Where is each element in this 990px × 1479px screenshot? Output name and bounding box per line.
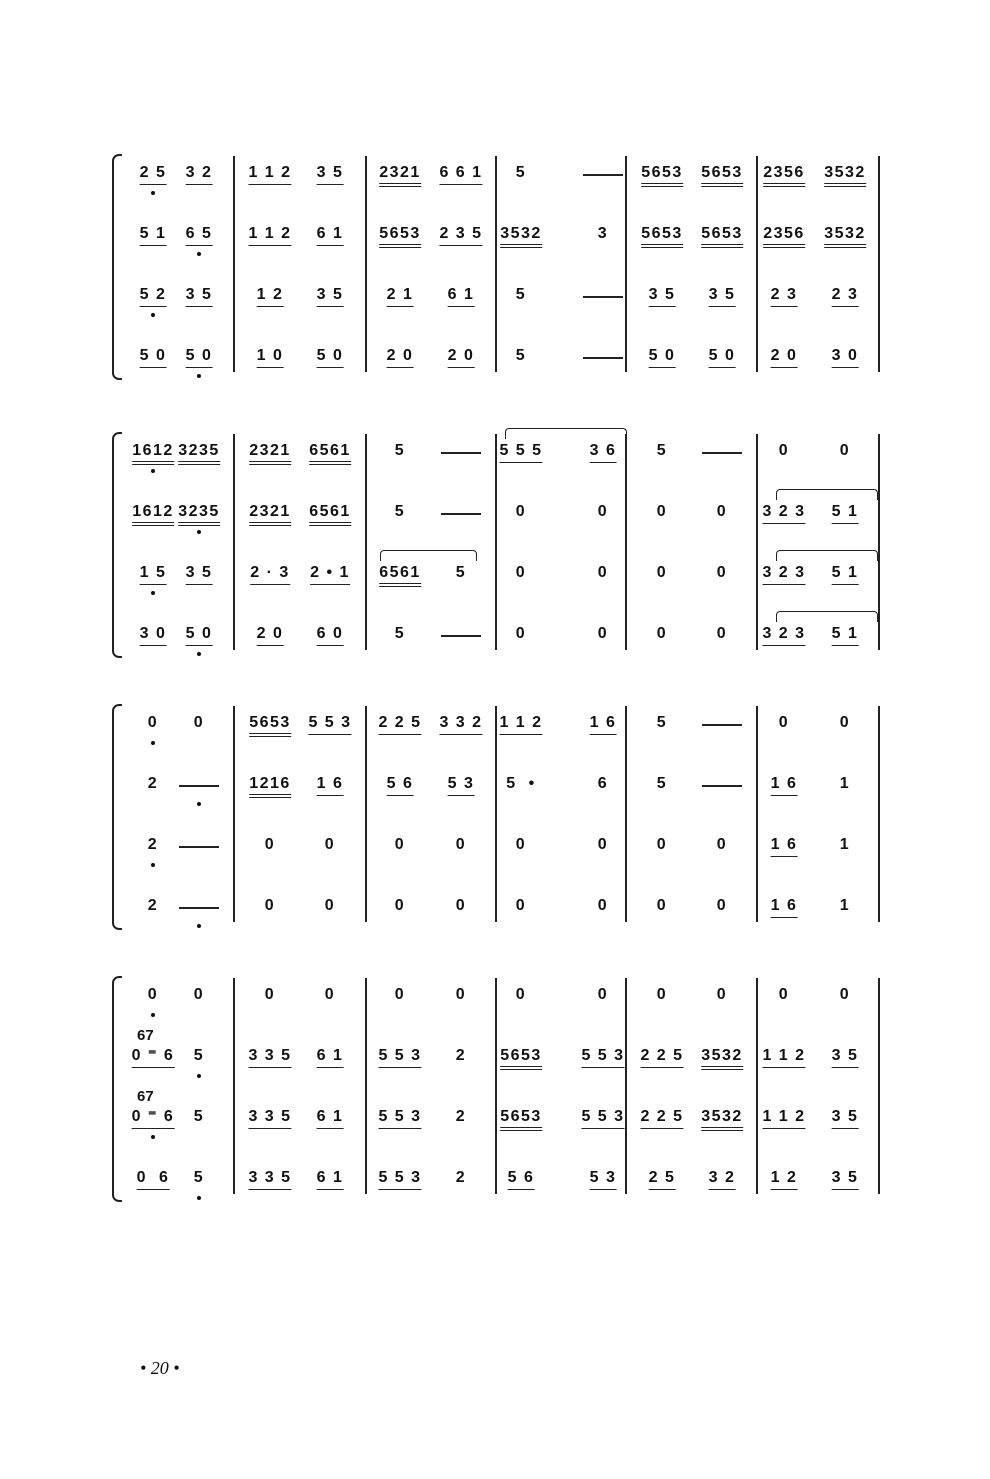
note-cell: 2: [455, 1108, 467, 1125]
note-cell: 0: [515, 503, 527, 520]
note-cell: 6 1: [317, 225, 344, 246]
note-cell: 1 6: [771, 836, 798, 857]
note-cell: 3 5: [649, 286, 676, 307]
system-bracket: [112, 432, 122, 658]
note-cell: 3 5: [832, 1169, 859, 1190]
score-system: [0, 700, 990, 930]
barline: [495, 156, 497, 372]
note-cell: 2321: [249, 503, 291, 526]
note-cell: 3 2 3: [762, 625, 805, 646]
note-cell: 5 5 3: [581, 1047, 624, 1068]
note-cell: 0: [656, 503, 668, 520]
barline: [233, 156, 235, 372]
slur: [776, 611, 878, 622]
score-system: [0, 428, 990, 658]
note-cell: 5: [656, 775, 668, 792]
note-cell: 0 ⁼ 6: [132, 1047, 175, 1068]
sustain-dash: [179, 907, 219, 909]
note-cell: 5 6: [508, 1169, 535, 1190]
note-cell: 0: [324, 986, 336, 1003]
slur: [776, 550, 878, 561]
note-cell: 2 2 5: [640, 1108, 683, 1129]
barline: [625, 156, 627, 372]
note-cell: 1 6: [590, 714, 617, 735]
note-cell: 1 0: [257, 347, 284, 368]
note-cell: 6 1: [317, 1047, 344, 1068]
page-number: • 20 •: [140, 1358, 180, 1378]
note-cell: 1: [839, 775, 851, 792]
sustain-dash: [583, 174, 623, 176]
note-cell: 6561: [309, 503, 351, 526]
note-cell: 1612: [132, 442, 174, 465]
note-cell: 3 5: [832, 1047, 859, 1068]
note-cell: 5: [656, 442, 668, 459]
note-cell: 0: [656, 986, 668, 1003]
note-cell: 5: [193, 1108, 205, 1125]
barline: [495, 706, 497, 922]
barline: [625, 706, 627, 922]
note-cell: 3 2: [709, 1169, 736, 1190]
note-cell: 1 5: [140, 564, 167, 585]
note-cell: 2321: [249, 442, 291, 465]
note-cell: 5: [515, 347, 527, 364]
octave-dot: [151, 469, 155, 473]
grace-note: 67: [137, 1088, 154, 1105]
note-cell: 3 3 2: [439, 714, 482, 735]
note-cell: 2 0: [257, 625, 284, 646]
barline: [365, 434, 367, 650]
note-cell: 0: [839, 714, 851, 731]
note-cell: 0: [515, 897, 527, 914]
note-cell: 5: [515, 164, 527, 181]
note-cell: 5: [394, 442, 406, 459]
note-cell: 0: [264, 986, 276, 1003]
score-system: [0, 972, 990, 1202]
note-cell: 2 3: [771, 286, 798, 307]
note-cell: 1 1 2: [762, 1047, 805, 1068]
note-cell: 0: [656, 836, 668, 853]
note-cell: 3: [597, 225, 609, 242]
note-cell: 0: [394, 986, 406, 1003]
score-system: [0, 150, 990, 380]
note-cell: 6561: [309, 442, 351, 465]
barline: [233, 978, 235, 1194]
note-cell: 5 1: [832, 625, 859, 646]
sustain-dash: [583, 357, 623, 359]
note-cell: 3532: [824, 225, 866, 248]
note-cell: 2 • 1: [310, 564, 350, 585]
note-cell: 3 5: [832, 1108, 859, 1129]
note-cell: 0: [455, 836, 467, 853]
note-cell: 2 5: [649, 1169, 676, 1190]
note-cell: 5 1: [832, 564, 859, 585]
note-cell: 2: [147, 897, 159, 914]
note-cell: 6 1: [317, 1108, 344, 1129]
note-cell: 0 6: [137, 1169, 170, 1190]
note-cell: 5 3: [448, 775, 475, 796]
note-cell: 5 0: [709, 347, 736, 368]
note-cell: 3 2: [186, 164, 213, 185]
barline: [495, 978, 497, 1194]
note-cell: 6561: [379, 564, 421, 587]
note-cell: 5 5 3: [378, 1108, 421, 1129]
note-cell: 5653: [249, 714, 291, 737]
barline: [878, 978, 880, 1194]
note-cell: 0: [147, 714, 159, 731]
note-cell: 1 2: [771, 1169, 798, 1190]
barline: [878, 156, 880, 372]
note-cell: 2 5: [140, 164, 167, 185]
note-cell: 5 5 3: [378, 1169, 421, 1190]
note-cell: 0: [455, 897, 467, 914]
note-cell: 0: [656, 564, 668, 581]
note-cell: 3 2 3: [762, 503, 805, 524]
note-cell: 1 6: [771, 775, 798, 796]
note-cell: 0: [716, 503, 728, 520]
note-cell: 5: [656, 714, 668, 731]
note-cell: 5: [455, 564, 467, 581]
octave-dot: [151, 313, 155, 317]
note-cell: 3 3 5: [248, 1108, 291, 1129]
note-cell: 0: [716, 986, 728, 1003]
slur: [505, 428, 627, 439]
note-cell: 6 0: [317, 625, 344, 646]
note-cell: 0: [656, 625, 668, 642]
sustain-dash: [441, 635, 481, 637]
note-cell: 3 6: [590, 442, 617, 463]
note-cell: 1 1 2: [762, 1108, 805, 1129]
note-cell: 5 5 3: [378, 1047, 421, 1068]
note-cell: 2 0: [387, 347, 414, 368]
note-cell: 2356: [763, 225, 805, 248]
note-cell: 5 5 3: [581, 1108, 624, 1129]
note-cell: 0: [515, 836, 527, 853]
note-cell: 3 5: [317, 286, 344, 307]
barline: [756, 706, 758, 922]
note-cell: 0: [839, 986, 851, 1003]
note-cell: 0: [778, 986, 790, 1003]
note-cell: 2: [147, 775, 159, 792]
system-bracket: [112, 976, 122, 1202]
note-cell: 6 5: [186, 225, 213, 246]
note-cell: 0: [515, 625, 527, 642]
octave-dot: [151, 741, 155, 745]
note-cell: 2 2 5: [640, 1047, 683, 1068]
note-cell: 1216: [249, 775, 291, 798]
note-cell: 5 0: [186, 625, 213, 646]
note-cell: 5: [193, 1047, 205, 1064]
barline: [625, 434, 627, 650]
barline: [756, 434, 758, 650]
note-cell: 5653: [641, 225, 683, 248]
note-cell: 5 5 3: [308, 714, 351, 735]
barline: [878, 434, 880, 650]
note-cell: 5: [394, 625, 406, 642]
note-cell: 0: [264, 897, 276, 914]
barline: [233, 434, 235, 650]
sustain-dash: [441, 452, 481, 454]
note-cell: 1 2: [257, 286, 284, 307]
octave-dot: [151, 863, 155, 867]
note-cell: 0: [324, 836, 336, 853]
note-cell: 0: [147, 986, 159, 1003]
grace-note: 67: [137, 1027, 154, 1044]
barline: [365, 978, 367, 1194]
note-cell: 5 •: [506, 775, 536, 792]
sustain-dash: [702, 452, 742, 454]
note-cell: 3235: [178, 442, 220, 465]
note-cell: 5 2: [140, 286, 167, 307]
note-cell: 0: [515, 986, 527, 1003]
note-cell: 0: [716, 897, 728, 914]
note-cell: 1612: [132, 503, 174, 526]
octave-dot: [151, 1135, 155, 1139]
note-cell: 0: [839, 442, 851, 459]
note-cell: 3 0: [832, 347, 859, 368]
note-cell: 2: [147, 836, 159, 853]
note-cell: 2 2 5: [378, 714, 421, 735]
octave-dot: [197, 802, 201, 806]
note-cell: 1 6: [771, 897, 798, 918]
slur: [776, 489, 878, 500]
sustain-dash: [441, 513, 481, 515]
octave-dot: [151, 591, 155, 595]
note-cell: 0: [597, 625, 609, 642]
note-cell: 2 · 3: [250, 564, 290, 585]
note-cell: 0: [394, 897, 406, 914]
octave-dot: [197, 530, 201, 534]
octave-dot: [151, 1013, 155, 1017]
octave-dot: [197, 1196, 201, 1200]
note-cell: 6 1: [317, 1169, 344, 1190]
note-cell: 0: [324, 897, 336, 914]
octave-dot: [197, 374, 201, 378]
note-cell: 2 0: [448, 347, 475, 368]
note-cell: 5653: [701, 225, 743, 248]
note-cell: 3 5: [186, 564, 213, 585]
note-cell: 2 1: [387, 286, 414, 307]
note-cell: 2: [455, 1169, 467, 1186]
note-cell: 6 1: [448, 286, 475, 307]
note-cell: 5 0: [317, 347, 344, 368]
barline: [756, 978, 758, 1194]
note-cell: 3 5: [317, 164, 344, 185]
note-cell: 0: [264, 836, 276, 853]
barline: [365, 156, 367, 372]
note-cell: 1 1 2: [499, 714, 542, 735]
note-cell: 3 5: [186, 286, 213, 307]
octave-dot: [197, 652, 201, 656]
note-cell: 1 1 2: [248, 225, 291, 246]
note-cell: 0: [778, 714, 790, 731]
sustain-dash: [179, 846, 219, 848]
note-cell: 0: [597, 564, 609, 581]
note-cell: 3 0: [140, 625, 167, 646]
note-cell: 5: [394, 503, 406, 520]
octave-dot: [197, 924, 201, 928]
note-cell: 1 6: [317, 775, 344, 796]
note-cell: 1: [839, 836, 851, 853]
note-cell: 5 0: [649, 347, 676, 368]
note-cell: 2 3: [832, 286, 859, 307]
note-cell: 0: [716, 625, 728, 642]
note-cell: 2 3 5: [439, 225, 482, 246]
note-cell: 0: [394, 836, 406, 853]
octave-dot: [197, 1074, 201, 1078]
note-cell: 3532: [701, 1108, 743, 1131]
octave-dot: [197, 252, 201, 256]
note-cell: 1: [839, 897, 851, 914]
note-cell: 2: [455, 1047, 467, 1064]
sustain-dash: [702, 724, 742, 726]
note-cell: 0: [656, 897, 668, 914]
note-cell: 3532: [824, 164, 866, 187]
note-cell: 5 6: [387, 775, 414, 796]
note-cell: 3235: [178, 503, 220, 526]
note-cell: 3 3 5: [248, 1169, 291, 1190]
note-cell: 0: [597, 836, 609, 853]
barline: [233, 706, 235, 922]
sustain-dash: [583, 296, 623, 298]
note-cell: 0: [597, 897, 609, 914]
note-cell: 5653: [500, 1047, 542, 1070]
note-cell: 5 1: [140, 225, 167, 246]
barline: [625, 978, 627, 1194]
note-cell: 3 3 5: [248, 1047, 291, 1068]
note-cell: 3 5: [709, 286, 736, 307]
note-cell: 0: [716, 564, 728, 581]
note-cell: 5653: [500, 1108, 542, 1131]
note-cell: 5 0: [140, 347, 167, 368]
note-cell: 0 ⁼ 6: [132, 1108, 175, 1129]
note-cell: 3532: [701, 1047, 743, 1070]
barline: [495, 434, 497, 650]
note-cell: 2 0: [771, 347, 798, 368]
note-cell: 0: [597, 986, 609, 1003]
note-cell: 5: [515, 286, 527, 303]
note-cell: 2321: [379, 164, 421, 187]
note-cell: 5 1: [832, 503, 859, 524]
note-cell: 0: [716, 836, 728, 853]
note-cell: 0: [193, 714, 205, 731]
note-cell: 5: [193, 1169, 205, 1186]
system-bracket: [112, 154, 122, 380]
note-cell: 5 3: [590, 1169, 617, 1190]
note-cell: 5653: [379, 225, 421, 248]
note-cell: 5 5 5: [499, 442, 542, 463]
sustain-dash: [179, 785, 219, 787]
system-bracket: [112, 704, 122, 930]
note-cell: 6 6 1: [439, 164, 482, 185]
note-cell: 0: [455, 986, 467, 1003]
slur: [380, 550, 477, 561]
sustain-dash: [702, 785, 742, 787]
barline: [365, 706, 367, 922]
octave-dot: [151, 191, 155, 195]
note-cell: 5 0: [186, 347, 213, 368]
note-cell: 5653: [641, 164, 683, 187]
note-cell: 2356: [763, 164, 805, 187]
barline: [878, 706, 880, 922]
note-cell: 1 1 2: [248, 164, 291, 185]
barline: [756, 156, 758, 372]
note-cell: 3532: [500, 225, 542, 248]
note-cell: 3 2 3: [762, 564, 805, 585]
note-cell: 5653: [701, 164, 743, 187]
note-cell: 0: [597, 503, 609, 520]
note-cell: 0: [193, 986, 205, 1003]
note-cell: 6: [597, 775, 609, 792]
note-cell: 0: [515, 564, 527, 581]
note-cell: 0: [778, 442, 790, 459]
